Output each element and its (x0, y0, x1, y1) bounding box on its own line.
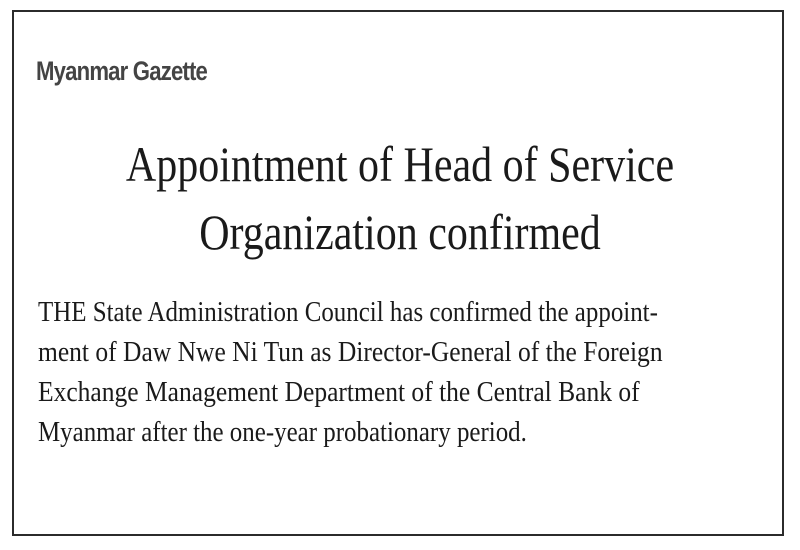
body-line-1: THE State Administration Council has confirmed the appoint- (38, 296, 658, 328)
headline-line-1: Appointment of Head of Service (125, 136, 675, 192)
headline-line-2: Organization confirmed (199, 204, 601, 260)
article-body (38, 292, 778, 452)
body-line-3: Exchange Management Department of the Central Bank of (38, 376, 640, 408)
publication-name: Myanmar Gazette (36, 56, 208, 86)
body-line-4: Myanmar after the one-year probationary period. (38, 416, 527, 448)
headline (14, 130, 786, 266)
body-line-2: ment of Daw Nwe Ni Tun as Director-General of the Foreign (38, 336, 663, 368)
article-frame (12, 10, 784, 536)
